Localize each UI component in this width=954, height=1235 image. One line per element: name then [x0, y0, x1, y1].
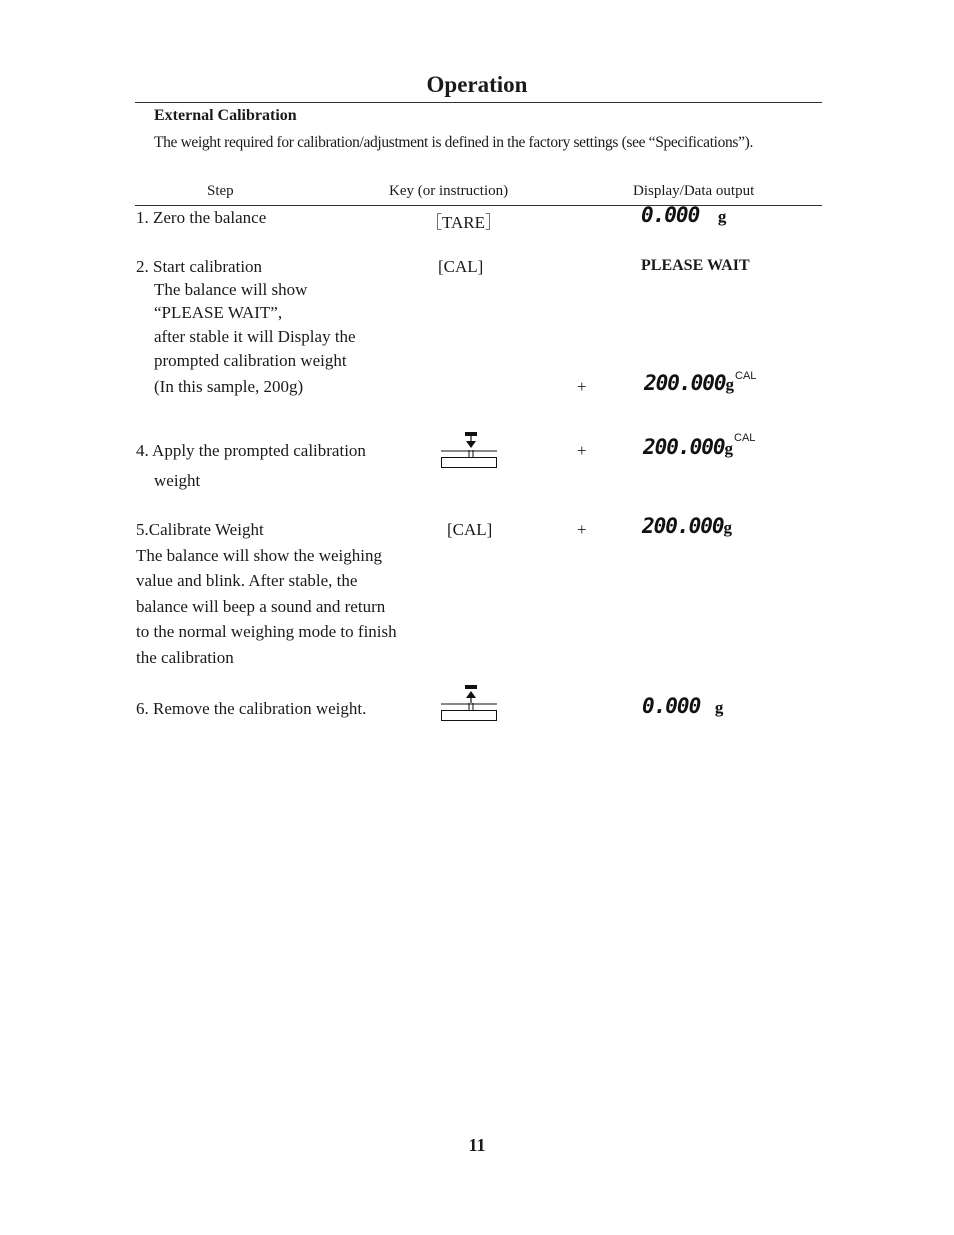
step-text: The balance will show the weighing: [136, 546, 382, 565]
intro-text: The weight required for calibration/adjustment is defined in the factory settings (see “Specifications”).: [154, 134, 753, 151]
lcd-value: 0.000: [642, 694, 701, 718]
page-number: 11: [468, 1135, 486, 1155]
lcd-value: 200.000: [643, 435, 725, 459]
step-text: “PLEASE WAIT”,: [154, 303, 283, 322]
unit-label: g: [724, 439, 734, 458]
lcd-value: 0.000: [641, 203, 700, 227]
lcd-display: [643, 435, 733, 459]
lcd-display: [644, 371, 734, 395]
step-text: the calibration: [136, 648, 234, 667]
cal-key-label: [CAL]: [447, 520, 493, 539]
step-text: The balance will show: [154, 280, 308, 299]
plus-sign: +: [577, 377, 587, 396]
step-text: to the normal weighing mode to finish: [136, 622, 397, 641]
step-text: 5.Calibrate Weight: [136, 520, 264, 539]
lcd-value: 200.000: [642, 514, 724, 538]
lcd-display: [642, 514, 732, 538]
column-header-key: Key (or instruction): [389, 183, 509, 199]
step-text: value and blink. After stable, the: [136, 571, 358, 590]
tare-key-label: ［TARE］: [425, 213, 503, 232]
column-header-display: Display/Data output: [633, 183, 755, 199]
step-text: weight: [154, 471, 201, 490]
lcd-display: [641, 203, 726, 227]
page-title: Operation: [426, 72, 528, 97]
lcd-display: [642, 694, 723, 718]
title-rule: [135, 102, 822, 103]
step-text: prompted calibration weight: [154, 351, 347, 370]
please-wait-display: PLEASE WAIT: [641, 257, 750, 274]
step-text: 4. Apply the prompted calibration: [136, 441, 366, 460]
unit-label: g: [714, 698, 724, 717]
unit-label: g: [717, 207, 727, 226]
step-text: 2. Start calibration: [136, 257, 263, 276]
column-header-step: Step: [207, 183, 234, 199]
cal-indicator: CAL: [734, 432, 756, 444]
step-text: after stable it will Display the: [154, 327, 356, 346]
lcd-value: 200.000: [644, 371, 726, 395]
plus-sign: +: [577, 520, 587, 539]
unit-label: g: [725, 375, 735, 394]
step-text: 6. Remove the calibration weight.: [136, 699, 367, 718]
step-text: 1. Zero the balance: [136, 208, 267, 227]
cal-key-label: [CAL]: [438, 257, 484, 276]
step-text: (In this sample, 200g): [154, 377, 304, 396]
remove-weight-from-pan-icon: [440, 683, 500, 723]
plus-sign: +: [577, 441, 587, 460]
cal-indicator: CAL: [735, 370, 757, 382]
unit-label: g: [723, 518, 733, 537]
step-text: balance will beep a sound and return: [136, 597, 386, 616]
section-heading: External Calibration: [154, 107, 297, 124]
place-weight-on-pan-icon: [440, 430, 500, 470]
